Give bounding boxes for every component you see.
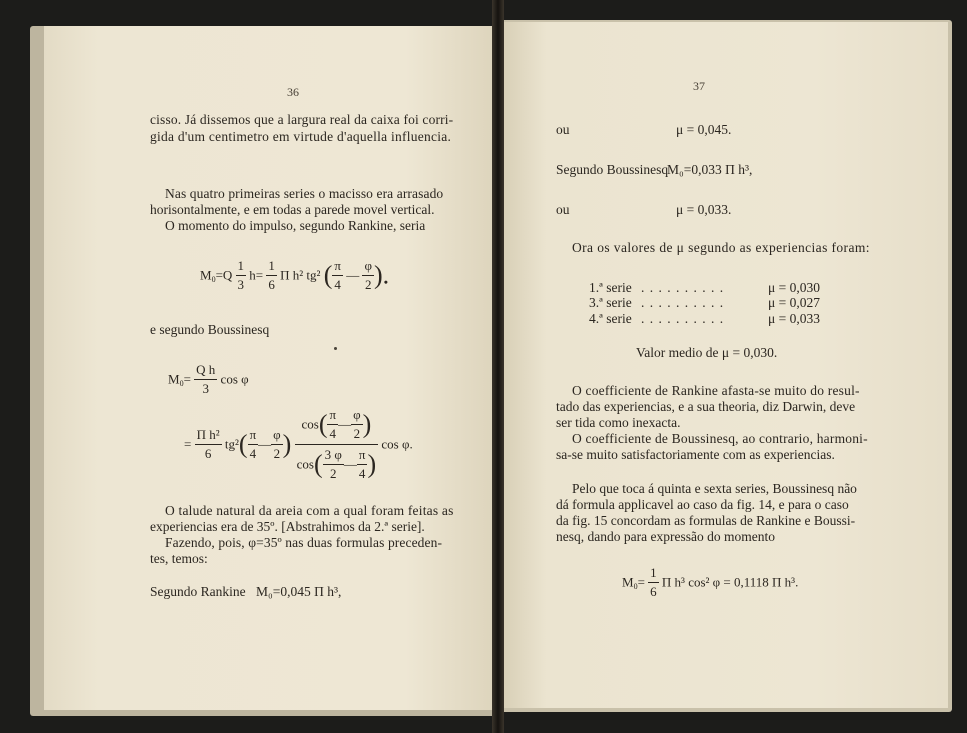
eq-symbol: = bbox=[637, 574, 645, 590]
series-leader: . . . . . . . . . . bbox=[641, 280, 725, 295]
fraction-numerator: Q h bbox=[194, 362, 217, 380]
series-value: μ = 0,027 bbox=[768, 295, 820, 310]
fraction-denominator: 2 bbox=[329, 466, 337, 481]
fraction-numerator: π bbox=[248, 427, 259, 445]
text-line: nesq, dando para expressão do momento bbox=[556, 529, 775, 544]
final-equation bbox=[622, 565, 798, 600]
eq-symbol: cos bbox=[296, 456, 314, 472]
text-line: Fazendo, pois, φ=35º nas duas formulas preceden- bbox=[165, 535, 443, 550]
fraction bbox=[194, 362, 217, 397]
eq-symbol: M bbox=[168, 371, 180, 387]
fraction bbox=[236, 258, 247, 293]
fraction-numerator: 1 bbox=[648, 565, 659, 583]
fraction-denominator: 4 bbox=[249, 446, 257, 461]
fraction bbox=[332, 258, 343, 293]
fraction bbox=[195, 427, 222, 462]
big-fraction bbox=[295, 407, 379, 482]
paren-open: ( bbox=[323, 260, 333, 290]
fraction-denominator: 6 bbox=[268, 277, 275, 292]
eq-symbol: M bbox=[200, 267, 212, 283]
eq-symbol: — bbox=[343, 456, 357, 472]
series-value: μ = 0,030 bbox=[768, 280, 820, 295]
boussinesq-result: M₀=0,033 Π h³, bbox=[667, 162, 753, 177]
text-line: da fig. 15 concordam as formulas de Rankine e Boussi- bbox=[556, 513, 856, 528]
eq-symbol: tg² bbox=[224, 436, 239, 452]
fraction bbox=[362, 258, 374, 293]
paren-close: ) bbox=[367, 449, 377, 479]
paren-close: ) bbox=[282, 429, 292, 459]
fraction-denominator: 3 bbox=[237, 277, 245, 292]
text-line: cisso. Já dissemos que a largura real da caixa foi corri- bbox=[150, 112, 454, 127]
eq-symbol: M bbox=[622, 574, 634, 590]
text-line: ser tida como inexacta. bbox=[556, 415, 681, 430]
big-fraction-numerator bbox=[295, 407, 379, 445]
print-speck bbox=[334, 347, 337, 350]
text-line: O coefficiente de Boussinesq, ao contrario, harmoni- bbox=[572, 431, 868, 446]
eq-symbol: cos bbox=[301, 416, 319, 432]
fraction-numerator: 1 bbox=[236, 258, 247, 276]
fraction bbox=[357, 447, 368, 482]
fraction-numerator: φ bbox=[351, 407, 363, 425]
fraction-numerator: π bbox=[327, 407, 338, 425]
fraction-denominator: 2 bbox=[364, 277, 372, 292]
paren-close: ). bbox=[373, 260, 390, 290]
fraction-denominator: 4 bbox=[358, 466, 366, 481]
eq-symbol: h= bbox=[249, 267, 264, 283]
text-line: Ora os valores de μ segundo as experiencias foram: bbox=[572, 240, 870, 255]
text-line: tes, temos: bbox=[150, 551, 208, 566]
fraction-numerator: 1 bbox=[266, 258, 277, 276]
text-line: dá formula applicavel ao caso da fig. 14, e para o caso bbox=[556, 497, 849, 512]
fraction bbox=[327, 407, 338, 442]
text-line: ou bbox=[556, 202, 570, 217]
eq-subscript: 0 bbox=[211, 275, 216, 285]
fraction-numerator: φ bbox=[362, 258, 374, 276]
eq-symbol: — bbox=[258, 436, 272, 452]
series-leader: . . . . . . . . . . bbox=[641, 311, 725, 326]
fraction-denominator: 3 bbox=[202, 381, 209, 396]
fraction-denominator: 6 bbox=[650, 584, 657, 599]
eq-symbol: cos φ bbox=[220, 371, 249, 387]
mu-value: μ = 0,033. bbox=[676, 202, 732, 217]
fraction-numerator: φ bbox=[271, 427, 283, 445]
text-line: tado das experiencias, e a sua theoria, diz Darwin, deve bbox=[556, 399, 856, 414]
text-line: O talude natural da areia com a qual foram feitas as bbox=[165, 503, 454, 518]
text-line: Nas quatro primeiras series o macisso era arrasado bbox=[165, 186, 444, 201]
text-line: O coefficiente de Rankine afasta-se muito do resul- bbox=[572, 383, 860, 398]
eq-symbol: Π h² tg² bbox=[280, 267, 321, 283]
series-label: 3.ª serie bbox=[589, 295, 632, 310]
paren-open: ( bbox=[318, 409, 328, 439]
paren-close: ) bbox=[362, 409, 372, 439]
fraction bbox=[248, 427, 259, 462]
mu-value: μ = 0,045. bbox=[676, 122, 732, 137]
fraction-numerator: π bbox=[332, 258, 343, 276]
eq-symbol: — bbox=[346, 267, 360, 283]
rankine-equation bbox=[200, 258, 389, 293]
fraction bbox=[271, 427, 283, 462]
series-label: 4.ª serie bbox=[589, 311, 632, 326]
page-number-right: 37 bbox=[693, 79, 705, 93]
fraction-denominator: 4 bbox=[329, 426, 337, 441]
eq-subscript: 0 bbox=[633, 582, 638, 592]
text-line: sa-se muito satisfactoriamente com as experiencias. bbox=[556, 447, 835, 462]
book-gutter bbox=[492, 0, 504, 733]
fraction-denominator: 2 bbox=[273, 446, 281, 461]
rankine-result: M₀=0,045 Π h³, bbox=[256, 584, 342, 599]
fraction-denominator: 6 bbox=[204, 446, 212, 461]
fraction bbox=[266, 258, 277, 293]
paren-open: ( bbox=[313, 449, 323, 479]
fraction bbox=[323, 447, 344, 482]
page-number-left: 36 bbox=[287, 85, 299, 99]
eq-symbol: =Q bbox=[215, 267, 233, 283]
text-line: gida d'um centimetro em virtude d'aquella influencia. bbox=[150, 129, 452, 144]
fraction-denominator: 2 bbox=[353, 426, 361, 441]
series-leader: . . . . . . . . . . bbox=[641, 295, 725, 310]
series-value: μ = 0,033 bbox=[768, 311, 820, 326]
text-line: O momento do impulso, segundo Rankine, seria bbox=[165, 218, 426, 233]
fraction-numerator: 3 φ bbox=[323, 447, 344, 465]
text-line: horisontalmente, e em todas a parede movel vertical. bbox=[150, 202, 435, 217]
eq-subscript: 0 bbox=[179, 379, 184, 389]
text-line: Segundo Boussinesq bbox=[556, 162, 669, 177]
eq-symbol: — bbox=[338, 416, 352, 432]
text-line: experiencias era de 35º. [Abstrahimos da 2.ª serie]. bbox=[150, 519, 425, 534]
eq-symbol: Π h³ cos² φ = 0,1118 Π h³. bbox=[661, 574, 799, 590]
series-label: 1.ª serie bbox=[589, 280, 632, 295]
big-fraction-denominator bbox=[295, 445, 379, 482]
eq-symbol: = bbox=[183, 371, 191, 387]
fraction bbox=[648, 565, 659, 600]
boussinesq-equation-1 bbox=[168, 362, 249, 397]
text-line: Pelo que toca á quinta e sexta series, Boussinesq não bbox=[572, 481, 857, 496]
eq-symbol: cos φ. bbox=[381, 436, 413, 452]
paren-open: ( bbox=[238, 429, 248, 459]
text-line: ou bbox=[556, 122, 570, 137]
fraction-numerator: Π h² bbox=[195, 427, 222, 445]
text-line: Segundo Rankine bbox=[150, 584, 246, 599]
boussinesq-equation-2 bbox=[184, 407, 413, 482]
fraction-numerator: π bbox=[357, 447, 368, 465]
text-line: e segundo Boussinesq bbox=[150, 322, 270, 337]
average-line: Valor medio de μ = 0,030. bbox=[636, 345, 778, 360]
eq-symbol: = bbox=[184, 436, 192, 452]
fraction bbox=[351, 407, 363, 442]
fraction-denominator: 4 bbox=[334, 277, 341, 292]
